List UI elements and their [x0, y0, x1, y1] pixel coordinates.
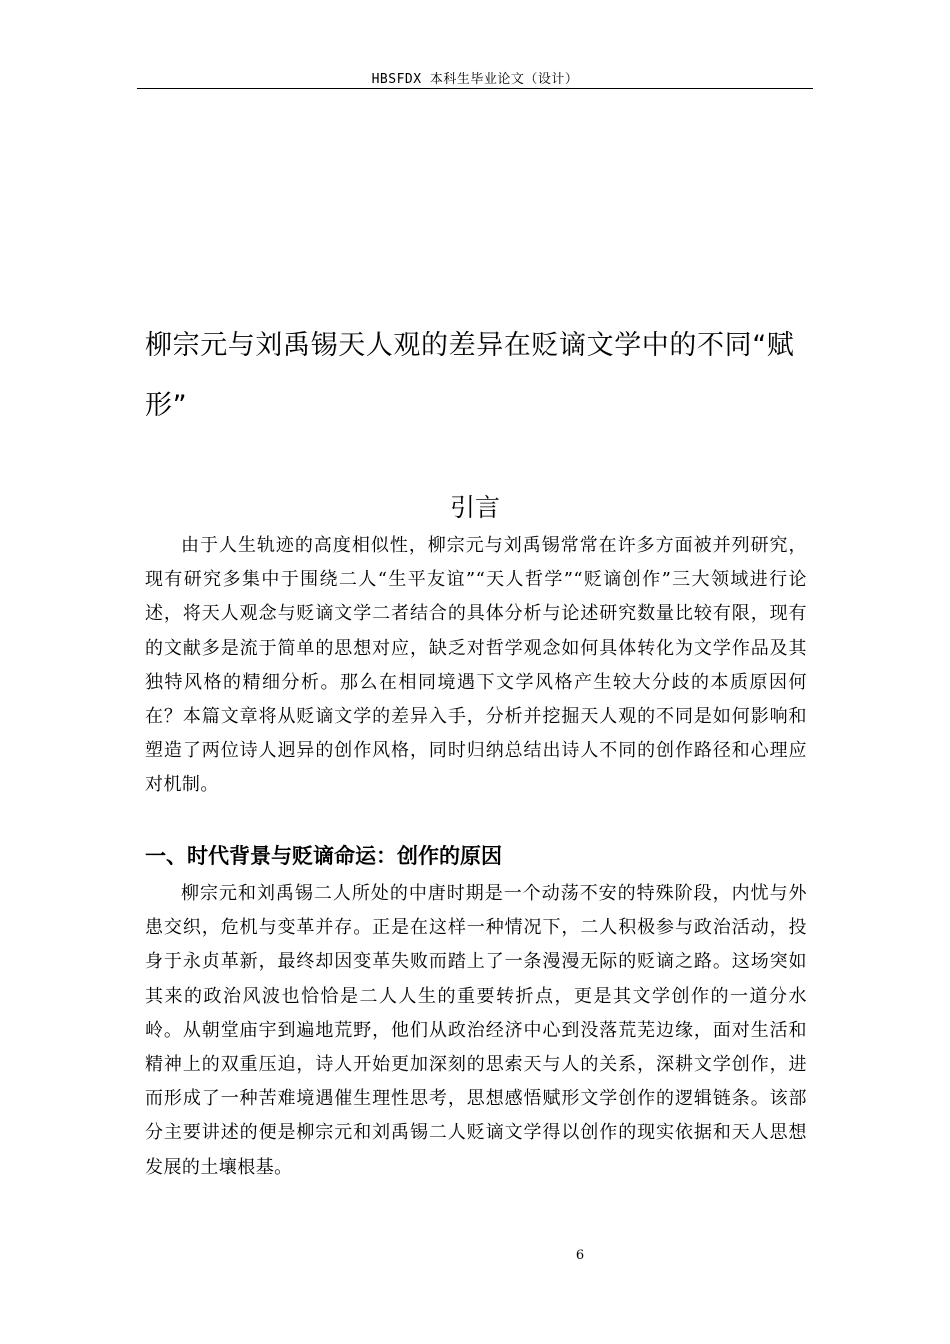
section-1-heading: 一、时代背景与贬谪命运：创作的原因	[145, 844, 502, 868]
page-number: 6	[575, 1248, 585, 1263]
header-rule	[137, 88, 813, 89]
paper-title: 柳宗元与刘禹锡天人观的差异在贬谪文学中的不同“赋形”	[145, 330, 795, 421]
section-1-paragraph: 柳宗元和刘禹锡二人所处的中唐时期是一个动荡不安的特殊阶段，内忧与外患交织，危机与变革并存。正是在这样一种情况下，二人积极参与政治活动，投身于永贞革新，最终却因变革失败而踏上了一条漫漫无际的贬谪之路。这场突如其来的政治风波也恰恰是二人人生的重要转折点，更是其文学创作的一道分水岭。从朝堂庙宇到遍地荒野，他们从政治经济中心到没落荒芜边缘，面对生活和精神上的双重压迫，诗人开始更加深刻的思索天与人的关系，深耕文学创作，进而形成了一种苦难境遇催生理性思考，思想感悟赋形文学创作的逻辑链条。该部分主要讲述的便是柳宗元和刘禹锡二人贬谪文学得以创作的现实依据和天人思想发展的土壤根基。	[145, 883, 807, 1178]
introduction-heading: 引言	[449, 493, 500, 522]
running-header: HBSFDX 本科生毕业论文（设计）	[371, 72, 579, 87]
introduction-paragraph: 由于人生轨迹的高度相似性，柳宗元与刘禹锡常常在许多方面被并列研究，现有研究多集中于围绕二人“生平友谊”“天人哲学”“贬谪创作”三大领域进行论述，将天人观念与贬谪文学二者结合的具体分析与论述研究数量比较有限，现有的文献多是流于简单的思想对应，缺乏对哲学观念如何具体转化为文学作品及其独特风格的精细分析。那么在相同境遇下文学风格产生较大分歧的本质原因何在？本篇文章将从贬谪文学的差异入手，分析并挖掘天人观的不同是如何影响和塑造了两位诗人迥异的创作风格，同时归纳总结出诗人不同的创作路径和心理应对机制。	[145, 535, 807, 796]
